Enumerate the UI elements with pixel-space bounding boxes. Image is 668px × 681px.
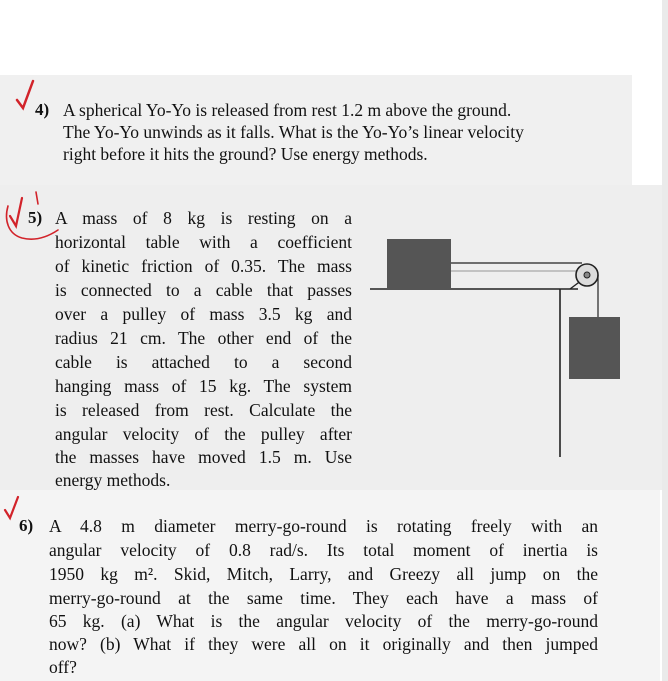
check-mark-icon [14, 78, 36, 112]
problem-number: 5) [28, 208, 43, 227]
problem-number: 4) [35, 100, 50, 119]
table-mass-block [387, 239, 451, 289]
problem-text-line: right before it hits the ground? Use energy methods. [63, 144, 428, 164]
problem-text-line: A spherical Yo-Yo is released from rest 1.2 m above the ground. [63, 100, 512, 120]
problem-text-line: off? [49, 657, 77, 677]
problem-text-line: of kinetic friction of 0.35. The mass [55, 256, 352, 276]
problem-text-line: horizontal table with a coefficient [55, 232, 352, 252]
problem-text-line: energy methods. [55, 470, 171, 490]
problem-text-line: cable is attached to a second [55, 352, 352, 372]
problem-text-line: radius 21 cm. The other end of the [55, 328, 352, 348]
problem-text-line: angular velocity of the pulley after [55, 424, 352, 444]
problem-text-line: merry-go-round at the same time. They each have a mass of [49, 588, 598, 608]
hanging-mass-block [569, 317, 620, 379]
problem-text-line: angular velocity of 0.8 rad/s. Its total moment of inertia is [49, 540, 598, 560]
problem-text-line: 65 kg. (a) What is the angular velocity of the merry-go-round [49, 611, 598, 631]
problem-text-line: A 4.8 m diameter merry-go-round is rotating freely with an [49, 516, 598, 536]
page-edge [662, 0, 668, 681]
problem-text-line: is connected to a cable that passes [55, 280, 352, 300]
problem-text-line: The Yo-Yo unwinds as it falls. What is the Yo-Yo’s linear velocity [63, 122, 524, 142]
problem-text-line: the masses have moved 1.5 m. Use [55, 447, 352, 467]
problem-number: 6) [19, 516, 34, 535]
problem-text-line: hanging mass of 15 kg. The system [55, 376, 352, 396]
problem-text-line: A mass of 8 kg is resting on a [55, 208, 352, 228]
pulley-icon [576, 264, 598, 286]
problem-text-line: over a pulley of mass 3.5 kg and [55, 304, 352, 324]
problem-text-line: is released from rest. Calculate the [55, 400, 352, 420]
problem-text-line: 1950 kg m². Skid, Mitch, Larry, and Greezy all jump on the [49, 564, 598, 584]
problem-text-line: now? (b) What if they were all on it originally and then jumped [49, 634, 598, 654]
pulley-diagram [360, 225, 630, 490]
